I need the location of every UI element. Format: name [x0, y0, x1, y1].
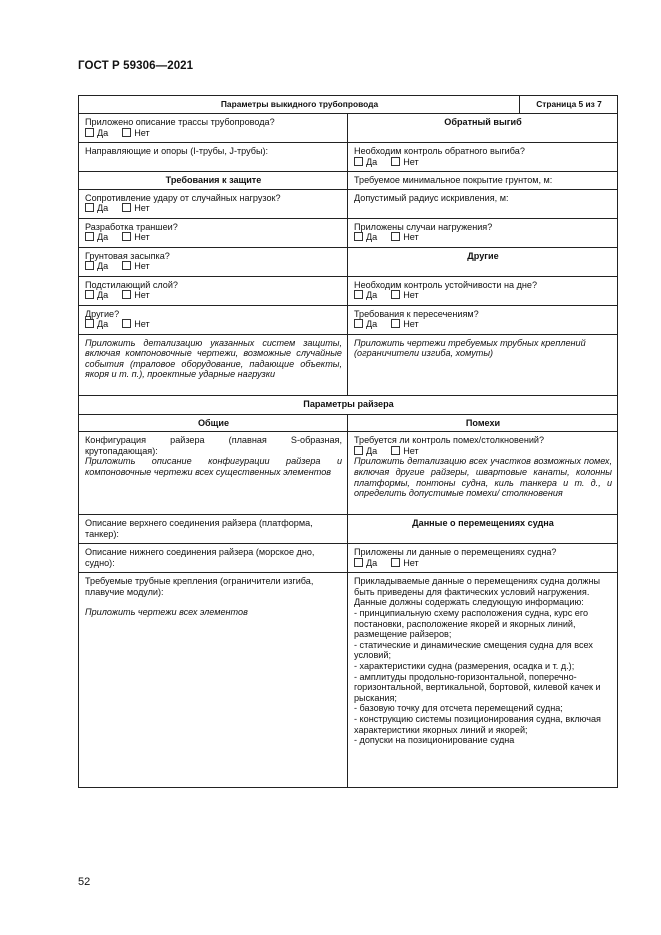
table-row — [79, 276, 618, 305]
table-row — [79, 334, 618, 395]
yes-label: Да — [366, 445, 378, 456]
clamps-cell — [79, 573, 348, 788]
interference-note: Приложить детализацию всех участков возможных помех, включая другие райзеры, швартовые канаты, колонны платформы, понтоны судна, киль танкера и т. д., и определить допустимые помехи/ столкновения — [354, 456, 613, 499]
impact-cell — [79, 189, 348, 218]
config-note: Приложить описание конфигурации райзера и компоновочные чертежи всех существенных элементов — [85, 456, 342, 477]
stability-no[interactable] — [391, 290, 419, 301]
checkbox-icon[interactable] — [85, 290, 94, 299]
bedding-no[interactable] — [122, 290, 150, 301]
load-cases-no[interactable] — [391, 232, 419, 243]
checkbox-icon[interactable] — [122, 290, 131, 299]
trench-no[interactable] — [122, 232, 150, 243]
load-cases-label: Приложены случаи нагружения? — [354, 221, 493, 232]
yes-label: Да — [97, 261, 109, 272]
route-desc-cell — [79, 114, 348, 143]
riser-general-header: Общие — [79, 414, 348, 432]
table-row — [79, 432, 618, 515]
stability-cell — [348, 276, 618, 305]
yes-label: Да — [366, 156, 378, 167]
vessel-text: Прикладываемые данные о перемещениях судна должны быть приведены для фактических условий нагружения. Данные должны содержать следующую информацию: — [354, 576, 601, 608]
reverse-bend-no[interactable] — [391, 157, 419, 168]
trench-cell — [79, 218, 348, 247]
route-desc-label: Приложено описание трассы трубопровода? — [85, 117, 275, 127]
no-label: Нет — [403, 557, 419, 568]
interference-no[interactable] — [391, 446, 419, 457]
crossings-label: Требования к пересечениям? — [354, 308, 479, 319]
checkbox-icon[interactable] — [85, 319, 94, 328]
backfill-cell — [79, 247, 348, 276]
yes-label: Да — [366, 319, 378, 330]
checkbox-icon[interactable] — [391, 232, 400, 241]
vessel-item: - принципиальную схему расположения судна, курс его постановки, расположение якорей и якорных линий, размещение райзеров; — [354, 607, 589, 640]
curvature-label: Допустимый радиус искривления, м: — [348, 189, 618, 218]
min-cover-label: Требуемое минимальное покрытие грунтом, м: — [348, 172, 618, 190]
interference-cell — [348, 432, 618, 515]
checkbox-icon[interactable] — [122, 319, 131, 328]
checkbox-icon[interactable] — [85, 128, 94, 137]
crossings-cell — [348, 305, 618, 334]
other-header: Другие — [348, 247, 618, 276]
vessel-item: - базовую точку для отсчета перемещений судна; — [354, 703, 563, 714]
impact-label: Сопротивление удару от случайных нагрузок? — [85, 192, 281, 203]
no-label: Нет — [134, 290, 150, 301]
yes-label: Да — [366, 290, 378, 301]
backfill-label: Грунтовая засыпка? — [85, 250, 170, 261]
top-conn-label: Описание верхнего соединения райзера (платформа, танкер): — [79, 515, 348, 544]
stability-label: Необходим контроль устойчивости на дне? — [354, 279, 538, 290]
checkbox-icon[interactable] — [391, 558, 400, 567]
other-label: Другие? — [85, 308, 120, 319]
header-row — [79, 96, 618, 114]
vessel-q-yes[interactable] — [354, 558, 377, 569]
backfill-yes[interactable] — [85, 261, 108, 272]
reverse-bend-control-label: Необходим контроль обратного выгиба? — [354, 146, 525, 156]
spacer — [85, 597, 342, 607]
no-label: Нет — [134, 203, 150, 214]
table-row — [79, 172, 618, 190]
no-label: Нет — [403, 156, 419, 167]
trench-label: Разработка траншеи? — [85, 221, 178, 232]
load-cases-yes[interactable] — [354, 232, 377, 243]
no-label: Нет — [134, 127, 150, 138]
checkbox-icon[interactable] — [354, 558, 363, 567]
table-row — [79, 544, 618, 573]
form-table — [78, 95, 618, 788]
table-row — [79, 114, 618, 143]
riser-interference-header: Помехи — [348, 414, 618, 432]
other-cell — [79, 305, 348, 334]
route-desc-yes[interactable] — [85, 128, 108, 139]
trench-yes[interactable] — [85, 232, 108, 243]
table-row — [79, 218, 618, 247]
header-title: Параметры выкидного трубопровода — [79, 96, 520, 114]
no-label: Нет — [403, 290, 419, 301]
route-desc-no[interactable] — [122, 128, 150, 139]
reverse-bend-yes[interactable] — [354, 157, 377, 168]
yes-label: Да — [366, 232, 378, 243]
clamps-note-riser: Приложить чертежи всех элементов — [85, 607, 248, 618]
checkbox-icon[interactable] — [391, 446, 400, 455]
table-row — [79, 515, 618, 544]
checkbox-icon[interactable] — [122, 261, 131, 270]
yes-label: Да — [366, 557, 378, 568]
no-label: Нет — [134, 319, 150, 330]
stability-yes[interactable] — [354, 290, 377, 301]
no-label: Нет — [403, 445, 419, 456]
load-cases-cell — [348, 218, 618, 247]
no-label: Нет — [403, 319, 419, 330]
checkbox-icon[interactable] — [354, 319, 363, 328]
yes-label: Да — [97, 127, 109, 138]
table-row — [79, 414, 618, 432]
vessel-q-label: Приложены ли данные о перемещениях судна? — [354, 547, 557, 558]
bedding-yes[interactable] — [85, 290, 108, 301]
no-label: Нет — [134, 261, 150, 272]
protection-note: Приложить детализацию указанных систем защиты, включая компоновочные чертежи, возможные случайные события (траловое оборудование, падающие объекты, якоря и т. п.), проектные ударные нагрузки — [79, 334, 348, 395]
bedding-label: Подстилающий слой? — [85, 279, 178, 290]
vessel-q-cell — [348, 544, 618, 573]
bottom-conn-label: Описание нижнего соединения райзера (морское дно, судно): — [79, 544, 348, 573]
protection-header: Требования к защите — [79, 172, 348, 190]
table-row — [79, 143, 618, 172]
vessel-item: - статические и динамические смещения судна для всех условий; — [354, 639, 593, 661]
crossings-yes[interactable] — [354, 319, 377, 330]
vessel-item: - конструкцию системы позиционирования судна, включая характеристики якорных линий и якорей; — [354, 713, 601, 735]
header-page: Страница 5 из 7 — [520, 96, 618, 114]
standard-title: ГОСТ Р 59306—2021 — [78, 60, 194, 72]
no-label: Нет — [134, 232, 150, 243]
config-label: Конфигурация райзера (плавная S-образная, крутопадающая): — [85, 435, 342, 456]
other-yes[interactable] — [85, 319, 108, 330]
checkbox-icon[interactable] — [354, 290, 363, 299]
vessel-item: - амплитуды продольно-горизонтальной, поперечно-горизонтальной, вертикальной, бортовой, килевой качек и рыскания; — [354, 671, 601, 703]
table-row — [79, 395, 618, 414]
checkbox-icon[interactable] — [391, 157, 400, 166]
interference-yes[interactable] — [354, 446, 377, 457]
yes-label: Да — [97, 232, 109, 243]
other-no[interactable] — [122, 319, 150, 330]
vessel-q-no[interactable] — [391, 558, 419, 569]
vessel-text-cell — [348, 573, 618, 788]
vessel-item: - характеристики судна (размерения, осадка и т. д.); — [354, 660, 575, 671]
checkbox-icon[interactable] — [354, 446, 363, 455]
reverse-bend-header: Обратный выгиб — [348, 114, 618, 143]
yes-label: Да — [97, 203, 109, 214]
impact-no[interactable] — [122, 203, 150, 214]
reverse-bend-control-cell — [348, 143, 618, 172]
vessel-item: - допуски на позиционирование судна — [354, 735, 515, 746]
vessel-data-header: Данные о перемещениях судна — [348, 515, 618, 544]
checkbox-icon[interactable] — [85, 261, 94, 270]
bedding-cell — [79, 276, 348, 305]
checkbox-icon[interactable] — [354, 232, 363, 241]
checkbox-icon[interactable] — [122, 203, 131, 212]
no-label: Нет — [403, 232, 419, 243]
table-row — [79, 573, 618, 788]
clamps-label: Требуемые трубные крепления (ограничители изгиба, плавучие модули): — [85, 576, 314, 597]
checkbox-icon[interactable] — [85, 232, 94, 241]
table-row — [79, 189, 618, 218]
checkbox-icon[interactable] — [391, 319, 400, 328]
interference-label: Требуется ли контроль помех/столкновений? — [354, 435, 545, 446]
impact-yes[interactable] — [85, 203, 108, 214]
yes-label: Да — [97, 290, 109, 301]
riser-title: Параметры райзера — [79, 395, 618, 414]
backfill-no[interactable] — [122, 261, 150, 272]
table-row — [79, 305, 618, 334]
yes-label: Да — [97, 319, 109, 330]
checkbox-icon[interactable] — [122, 128, 131, 137]
page-number: 52 — [78, 876, 91, 888]
clamps-note: Приложить чертежи требуемых трубных креплений (ограничители изгиба, хомуты) — [348, 334, 618, 395]
guides-label: Направляющие и опоры (I-трубы, J-трубы): — [79, 143, 348, 172]
crossings-no[interactable] — [391, 319, 419, 330]
config-cell — [79, 432, 348, 515]
checkbox-icon[interactable] — [391, 290, 400, 299]
checkbox-icon[interactable] — [354, 157, 363, 166]
checkbox-icon[interactable] — [122, 232, 131, 241]
checkbox-icon[interactable] — [85, 203, 94, 212]
table-row — [79, 247, 618, 276]
